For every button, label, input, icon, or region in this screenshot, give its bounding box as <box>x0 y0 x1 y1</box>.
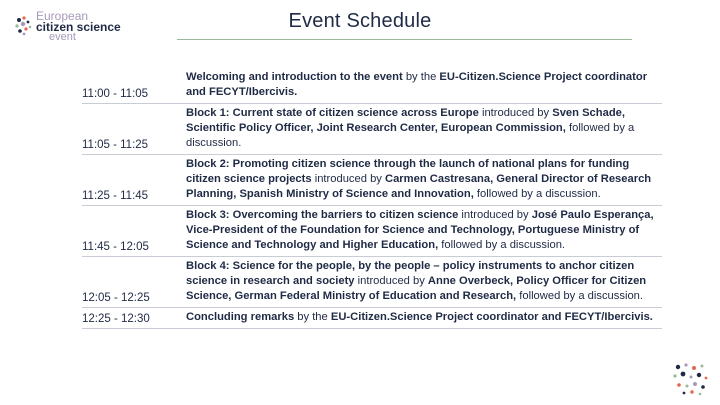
schedule-text: followed by a discussion. <box>473 188 601 200</box>
schedule-text: by the <box>402 71 440 83</box>
schedule-text-bold: EU-Citizen.Science Project coordinator and FECYT/Ibercivis. <box>186 71 648 98</box>
schedule-text: introduced by <box>354 275 428 287</box>
schedule-text-bold: Carmen Castresana, General Director of Research Planning, Spanish Ministry of Science and Innovation, <box>186 173 652 200</box>
schedule-text: by the <box>294 311 331 323</box>
schedule-description <box>186 155 662 205</box>
schedule-row <box>82 68 662 104</box>
schedule-text: introduced by <box>478 107 553 119</box>
schedule-time: 11:45 - 12:05 <box>82 241 149 253</box>
schedule-time: 12:25 - 12:30 <box>82 313 150 325</box>
schedule-text-bold: EU-Citizen.Science Project coordinator and FECYT/Ibercivis. <box>330 311 653 323</box>
schedule-description <box>186 206 662 256</box>
schedule-description <box>186 104 662 154</box>
schedule-description <box>186 308 662 328</box>
schedule-text-bold: Block 4: Science for the people, by the people – policy instruments to anchor citizen science in research and society <box>186 260 635 287</box>
schedule-time: 12:05 - 12:25 <box>82 292 150 304</box>
schedule-text-bold: José Paulo Esperança, Vice-President of the Foundation for Science and Technology, Portuguese Ministry of Science and Technology and Higher Education, <box>186 209 654 251</box>
schedule-time: 11:00 - 11:05 <box>82 88 149 100</box>
logo-line-1: European <box>36 9 89 23</box>
logo-line-3: event <box>49 31 76 43</box>
schedule-text: followed by a discussion. <box>516 290 643 302</box>
schedule-text-bold: Block 3: Overcoming the barriers to citizen science <box>186 209 459 221</box>
schedule-text-bold: Block 2: Promoting citizen science through the launch of national plans for funding citizen science projects <box>186 158 630 185</box>
schedule-row <box>82 257 662 308</box>
schedule-text: introduced by <box>311 173 385 185</box>
schedule-row <box>82 155 662 206</box>
schedule-description <box>186 68 662 103</box>
schedule-text-bold: Welcoming and introduction to the event <box>186 71 403 83</box>
schedule-time: 11:25 - 11:45 <box>82 190 149 202</box>
decorative-dots-icon <box>670 361 710 397</box>
schedule-text: introduced by <box>458 209 532 221</box>
logo-line-2: citizen science <box>36 20 121 34</box>
schedule-time: 11:05 - 11:25 <box>82 139 149 151</box>
schedule-row <box>82 104 662 155</box>
schedule-table <box>82 68 662 329</box>
schedule-text: followed by a discussion. <box>186 122 635 149</box>
title-divider <box>177 39 632 40</box>
schedule-row <box>82 308 662 329</box>
schedule-row <box>82 206 662 257</box>
schedule-text-bold: Sven Schade, Scientific Policy Officer, Joint Research Center, European Commission, <box>186 107 625 134</box>
schedule-text-bold: Block 1: Current state of citizen science across Europe <box>186 107 479 119</box>
page-title: Event Schedule <box>288 10 432 32</box>
schedule-description <box>186 257 662 307</box>
schedule-text-bold: Concluding remarks <box>186 311 295 323</box>
schedule-text-bold: Anne Overbeck, Policy Officer for Citizen Science, German Federal Ministry of Education and Research, <box>186 275 647 302</box>
schedule-text: followed by a discussion. <box>438 239 566 251</box>
